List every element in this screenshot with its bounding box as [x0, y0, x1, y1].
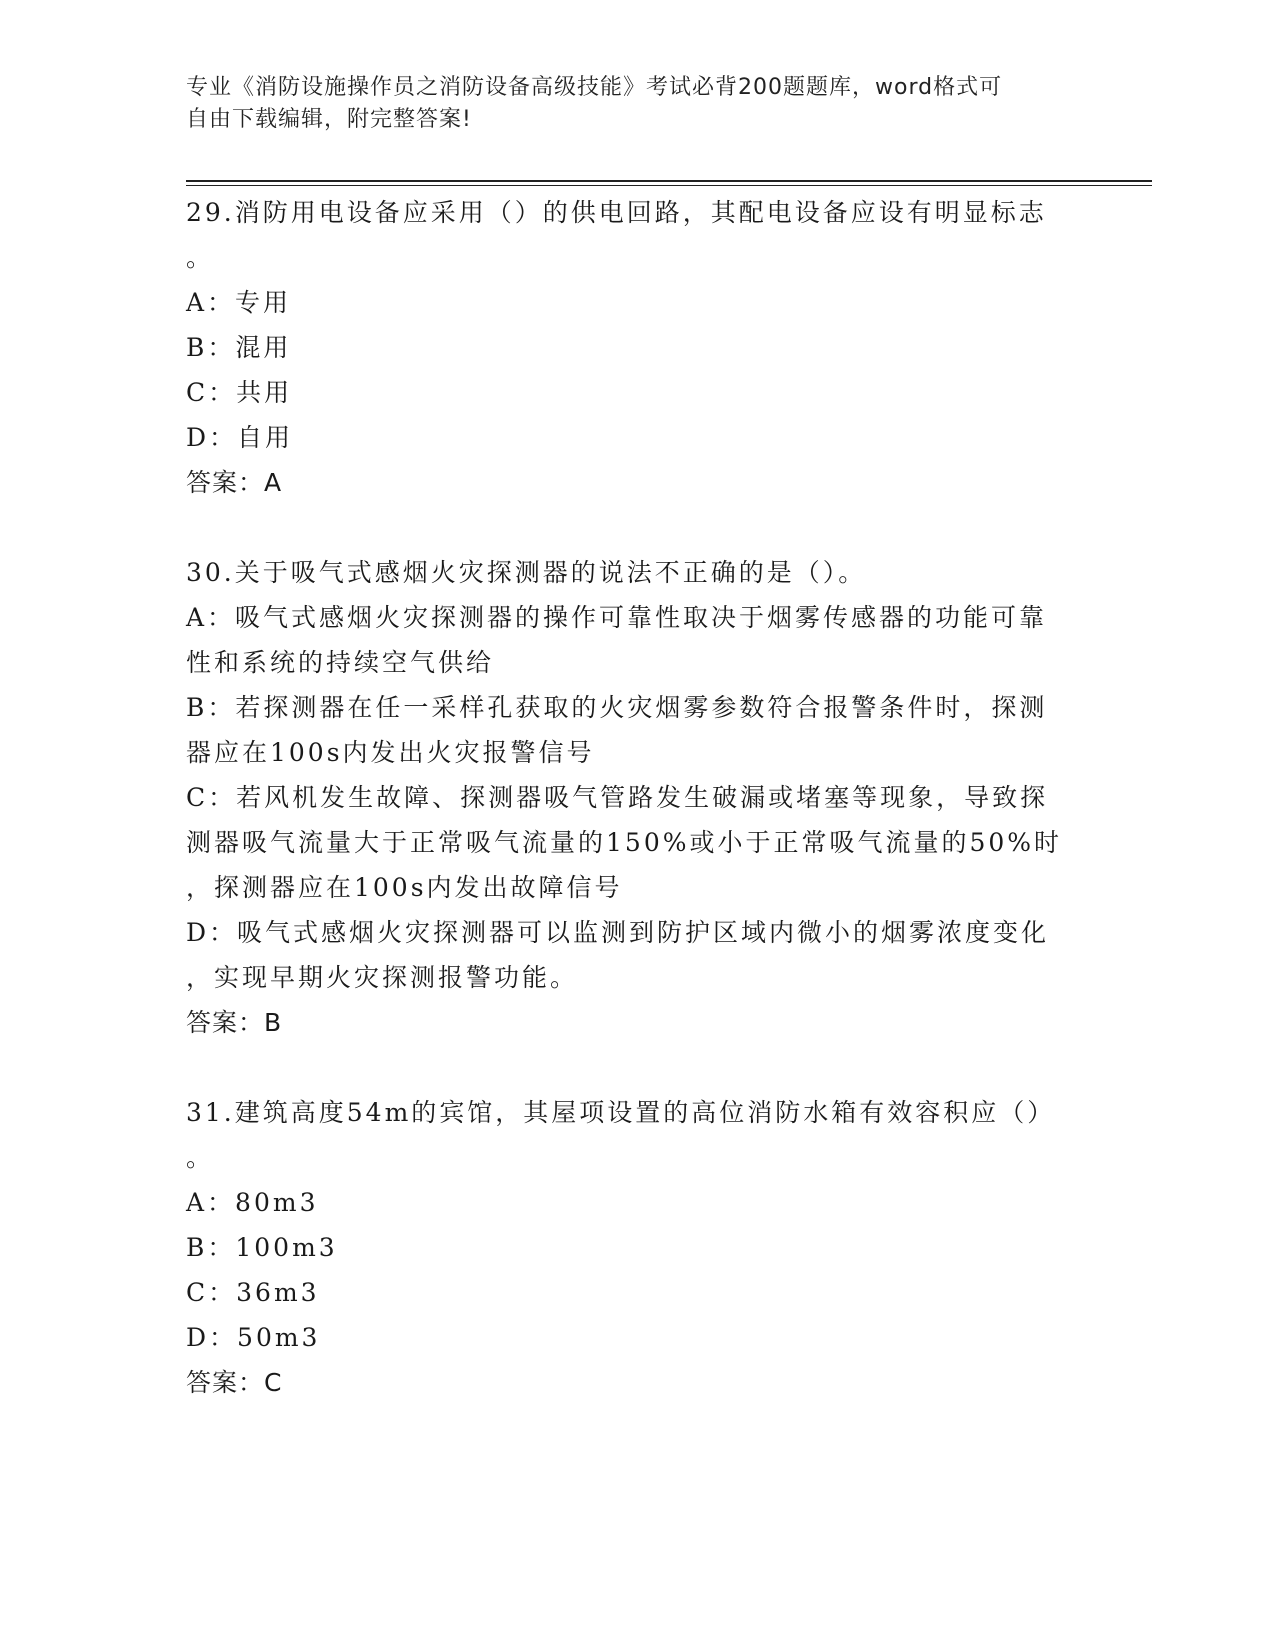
question-list	[186, 190, 1072, 1405]
option-b: B：100m3	[186, 1233, 338, 1262]
option-c-cont-2: ，探测器应在100s内发出故障信号	[186, 873, 623, 902]
question-text: 30.关于吸气式感烟火灾探测器的说法不正确的是（）。	[186, 558, 867, 587]
option-a: A：专用	[186, 288, 292, 317]
header-divider-thin	[186, 185, 1152, 186]
document-header	[186, 72, 1066, 136]
option-b-cont: 器应在100s内发出火灾报警信号	[186, 738, 595, 767]
option-c: C：共用	[186, 378, 293, 407]
option-d: D：自用	[186, 423, 294, 452]
option-d: D：50m3	[186, 1323, 321, 1352]
answer: 答案：C	[186, 1368, 283, 1397]
option-c: C：36m3	[186, 1278, 320, 1307]
answer: 答案：A	[186, 468, 283, 497]
spacer	[186, 505, 1072, 550]
option-c-cont: 测器吸气流量大于正常吸气流量的150%或小于正常吸气流量的50%时	[186, 828, 1063, 857]
question-text: 31.建筑高度54m的宾馆，其屋项设置的高位消防水箱有效容积应（）	[186, 1098, 1056, 1127]
question-31	[186, 1090, 1072, 1405]
header-divider-thick	[186, 180, 1152, 182]
option-a-cont: 性和系统的持续空气供给	[186, 648, 495, 677]
option-a: A：80m3	[186, 1188, 319, 1217]
question-text-cont: 。	[186, 1143, 215, 1172]
option-c: C：若风机发生故障、探测器吸气管路发生破漏或堵塞等现象，导致探	[186, 783, 1049, 812]
question-30	[186, 550, 1072, 1045]
option-d: D：吸气式感烟火灾探测器可以监测到防护区域内微小的烟雾浓度变化	[186, 918, 1050, 947]
option-a: A：吸气式感烟火灾探测器的操作可靠性取决于烟雾传感器的功能可靠	[186, 603, 1048, 632]
option-b: B：混用	[186, 333, 292, 362]
answer: 答案：B	[186, 1008, 283, 1037]
header-line-1: 专业《消防设施操作员之消防设备高级技能》考试必背200题题库，word格式可	[186, 75, 1003, 100]
header-line-2: 自由下载编辑，附完整答案!	[186, 107, 472, 132]
question-text: 29.消防用电设备应采用（）的供电回路，其配电设备应设有明显标志	[186, 198, 1047, 227]
question-text-cont: 。	[186, 243, 215, 272]
option-d-cont: ，实现早期火灾探测报警功能。	[186, 963, 579, 992]
spacer	[186, 1045, 1072, 1090]
option-b: B：若探测器在任一采样孔获取的火灾烟雾参数符合报警条件时，探测	[186, 693, 1048, 722]
question-29	[186, 190, 1072, 505]
